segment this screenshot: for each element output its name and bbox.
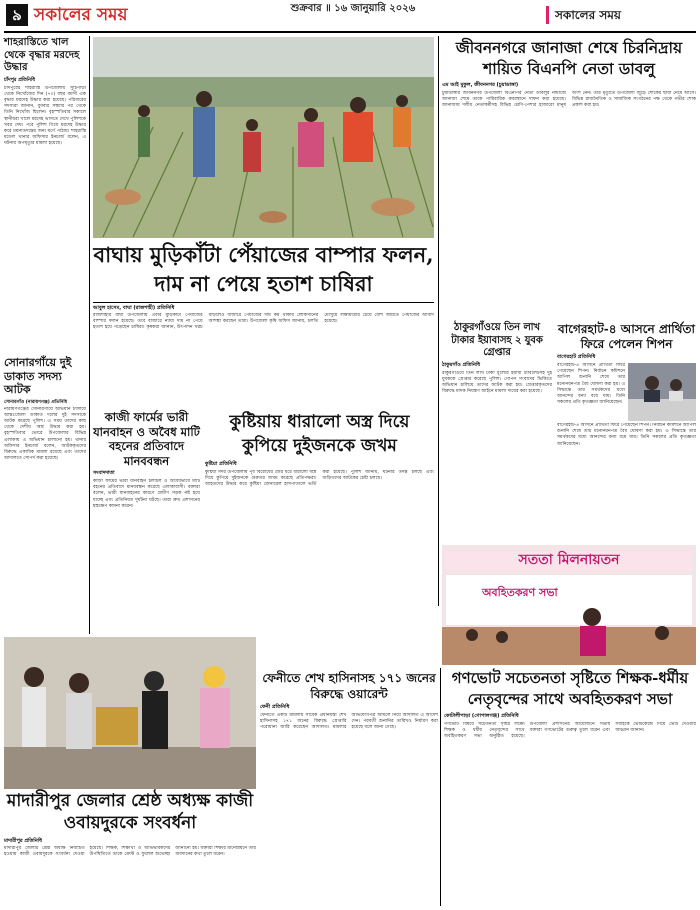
kazi-farm-story [93, 410, 200, 599]
headline: গণভোট সচেতনতা সৃষ্টিতে শিক্ষক-ধর্মীয় নেতৃবৃন্দের সাথে অবহিতকরণ সভা [451, 669, 689, 708]
body-text: চাঁদপুরের শাহরাস্তি উপজেলায় সুচিপাড়া থেকে নিখোঁজের দিন (৭০) বছর বয়সী এক বৃদ্ধার মরদেহ উদ্ধার করা হয়েছে। পরিবারের সদস্যরা জানান, বুধবার সন্ধ্যার পর থেকে তিনি নিখোঁজ ছিলেন। বৃহস্পতিবার সকালে স্থানীয়রা খালে মরদেহ ভাসতে দেখে পুলিশকে খবর দেয়। পরে পুলিশ গিয়ে মরদেহ উদ্ধার করে ময়নাতদন্তের জন্য মর্গে পাঠায়। শাহরাস্তি মডেল থানার অফিসার ইনচার্জ বলেন, এ ঘটনায় অপমৃত্যুর মামলা হয়েছে। [4, 85, 86, 147]
body-text-continued: বাগেরহাট-৪ আসনে প্রার্থিতা ফিরে পেয়েছেন শিপন। নির্বাচন কমিশনে আপিল শুনানি শেষে তার মনোনয়নপত্র বৈধ ঘোষণা করা হয়। এ সিদ্ধান্তে তার সমর্থকদের মধ্যে আনন্দের বন্যা বয়ে যায়। তিনি সকলের প্রতি কৃতজ্ঞতা জানিয়েছেন। [557, 423, 696, 447]
headline: শাহরাস্তিতে খাল থেকে বৃদ্ধার মরদেহ উদ্ধার [4, 37, 80, 73]
dateline: শুক্রবার ॥ ১৬ জানুয়ারি ২০২৬ [290, 3, 416, 14]
banner-photo [442, 545, 696, 665]
body-text: চুয়াডাঙ্গার জীবননগর উপজেলা বিএনপির নেতা ডাবলুর নামাজে জানাজা শেষে তাকে পারিবারিক কবরস্থানে দাফন করা হয়েছে। জানাজায় দলীয় নেতাকর্মীসহ বিভিন্ন শ্রেণি-পেশার হাজারো মানুষ অংশ নেন। তার মৃত্যুতে উপজেলা জুড়ে শোকের ছায়া নেমে আসে। বিভিন্ন রাজনৈতিক ও সামাজিক সংগঠনের পক্ষ থেকে গভীর শোক প্রকাশ করা হয়। [442, 91, 696, 109]
madaripur-headline-box [4, 790, 256, 836]
headline: মাদারীপুর জেলার শ্রেষ্ঠ অধ্যক্ষ কাজী ওবায়দুরকে সংবর্ধনা [6, 791, 254, 833]
byline: কোটালীপাড়া (গোপালগঞ্জ) প্রতিনিধি [444, 713, 519, 719]
byline: এম আই মুকুল, জীবননগর (চুয়াডাঙ্গা) [442, 82, 519, 88]
bagerhat-story [557, 322, 696, 563]
body-text: গণভোট বিষয়ে সচেতনতা সৃষ্টির লক্ষ্যে শিক্ষক ও ধর্মীয় নেতৃবৃন্দের সাথে অবহিতকরণ সভা অনুষ্ঠিত হয়েছে। উপজেলা প্রশাসনের আয়োজনে সভায় বক্তারা গণভোটের গুরুত্ব তুলে ধরেন এবং সবাইকে ভোটকেন্দ্রে গিয়ে ভোট দেওয়ার আহ্বান জানান। [444, 722, 696, 740]
janaza-story [442, 37, 696, 321]
column-divider [89, 36, 90, 634]
onion-field-illustration [93, 37, 434, 238]
body-text: নারায়ণগঞ্জের সোনারগাঁয়ে অভিযান চালিয়ে আন্তঃজেলা ডাকাত দলের দুই সদস্যকে আটক করেছে পুলিশ। এ সময় তাদের কাছ থেকে দেশীয় অস্ত্র উদ্ধার করা হয়। বৃহস্পতিবার ভোরে উপজেলার বিভিন্ন এলাকায় এ অভিযান চালানো হয়। থানার অফিসার ইনচার্জ বলেন, আটককৃতদের বিরুদ্ধে একাধিক মামলা রয়েছে এবং তাদের আদালতে সোপর্দ করা হয়েছে। [4, 406, 86, 462]
madaripur-body [4, 838, 256, 906]
byline: মাদারীপুর প্রতিনিধি [4, 838, 42, 844]
byline: কুষ্টিয়া প্রতিনিধি [205, 461, 237, 467]
onion-body [93, 305, 434, 409]
right-column-divider [438, 36, 439, 606]
kushtia-story [205, 410, 434, 590]
banner-subtitle: অবহিতকরণ সভা [482, 586, 558, 599]
robbery-story [4, 356, 86, 625]
byline: সংবাদদাতা [93, 470, 115, 476]
body-text: রাজশাহীর বাঘা উপজেলায় এবার মুড়িকাঁটা পেঁয়াজের বাম্পার ফলন হয়েছে। তবে বাজারে ন্যায্য দাম না পেয়ে হতাশ হয়ে পড়েছেন চাষিরা। কৃষকরা জানান, উৎপাদন খরচ বাড়লেও বাজারে পেঁয়াজের দাম কম থাকায় লোকসানের আশঙ্কা করছেন তারা। উপজেলা কৃষি অফিস জানায়, চলতি মৌসুমে লক্ষ্যমাত্রার চেয়ে বেশি জমিতে পেঁয়াজের আবাদ হয়েছে। [93, 313, 434, 331]
headline: বাঘায় মুড়িকাঁটা পেঁয়াজের বাম্পার ফলন, দাম না পেয়ে হতাশ চাষিরা [93, 242, 434, 296]
headline: বাগেরহাট-৪ আসনে প্রার্থিতা ফিরে পেলেন শিপন [558, 322, 695, 351]
headline: ঠাকুরগাঁওয়ে তিন লাখ টাকার ইয়াবাসহ ২ যুবক গ্রেপ্তার [451, 322, 543, 358]
headline: কাজী ফার্মের ভারী যানবাহন ও অবৈধ মাটি বহনের প্রতিবাদে মানববন্ধন [93, 410, 200, 468]
right-label-bar [546, 6, 549, 24]
body-text: কাজী ফার্মের ভারী যানবাহন চলাচল ও অবৈধভাবে মাটি বহনের প্রতিবাদে মানববন্ধন করেছে এলাকাবাসী। বক্তারা বলেন, ভারী যানবাহনের কারণে গ্রামীণ সড়ক নষ্ট হয়ে যাচ্ছে এবং প্রতিনিয়ত দুর্ঘটনা ঘটছে। তারা দ্রুত প্রশাসনের হস্তক্ষেপ কামনা করেন। [93, 479, 200, 509]
gonovote-divider [440, 668, 441, 906]
masthead-rule [4, 31, 696, 33]
byline: বাগেরহাট প্রতিনিধি [557, 354, 596, 360]
byline: ঠাকুরগাঁও প্রতিনিধি [442, 361, 481, 368]
byline: সোনারগাঁও (নারায়ণগঞ্জ) প্রতিনিধি [4, 399, 68, 405]
byline: আবুল হাসেম, বাঘা (রাজশাহী) প্রতিনিধি [93, 305, 175, 311]
body-text: ফেনীতে একটি মামলায় সাবেক প্রধানমন্ত্রী শেখ হাসিনাসহ ১৭১ জনের বিরুদ্ধে গ্রেপ্তারি পরোয়ানা জারি করেছেন আদালত। মামলার অভিযোগপত্র আমলে নিয়ে আদালত এ আদেশ দেন। পরবর্তী শুনানির তারিখও নির্ধারণ করা হয়েছে বলে জানা গেছে। [260, 713, 438, 731]
fish-story [4, 37, 86, 356]
logo: সকালের সময় [34, 5, 128, 25]
body-text: বাগেরহাট-৪ আসনে প্রার্থিতা ফিরে পেয়েছেন শিপন। নির্বাচন কমিশনে আপিল শুনানি শেষে তার মনোনয়নপত্র বৈধ ঘোষণা করা হয়। এ সিদ্ধান্তে তার সমর্থকদের মধ্যে আনন্দের বন্যা বয়ে যায়। তিনি সকলের প্রতি কৃতজ্ঞতা জানিয়েছেন। [557, 363, 625, 406]
shipon-photo [628, 363, 696, 421]
masthead [0, 0, 700, 32]
feni-story [260, 670, 438, 909]
body-text: কুষ্টিয়া সদর উপজেলায় পূর্ব বিরোধের জের ধরে ধারালো অস্ত্র দিয়ে কুপিয়ে দুইজনকে গুরুতর জখম করেছে প্রতিপক্ষরা। আহতদের উদ্ধার করে কুষ্টিয়া জেনারেল হাসপাতালে ভর্তি করা হয়েছে। পুলিশ জানায়, ঘটনার তদন্ত চলছে এবং জড়িতদের আটকের চেষ্টা চলছে। [205, 470, 434, 488]
headline: জীবননগরে জানাজা শেষে চিরনিদ্রায় শায়িত বিএনপি নেতা ডাবলু [455, 38, 683, 78]
body-text: ঠাকুরগাঁওয়ে তিন লাখ টাকা মূল্যের ইয়াবা ট্যাবলেটসহ দুই যুবককে গ্রেপ্তার করেছে পুলিশ। গোপন সংবাদের ভিত্তিতে অভিযান চালিয়ে তাদের আটক করা হয়। গ্রেপ্তারকৃতদের বিরুদ্ধে মাদক নিয়ন্ত্রণ আইনে মামলা দায়ের করা হয়েছে। [442, 370, 552, 395]
onion-field-photo [93, 37, 434, 238]
byline: চাঁদপুর প্রতিনিধি [4, 77, 35, 83]
headline: ফেনীতে শেখ হাসিনাসহ ১৭১ জনের বিরুদ্ধে ওয়ারেন্ট [262, 671, 436, 701]
headline: সোনারগাঁয়ে দুই ডাকাত সদস্য আটক [4, 356, 72, 396]
banner-title: সততা মিলনায়তন [518, 552, 620, 568]
onion-rule [93, 302, 434, 303]
gonovote-story [444, 668, 696, 892]
onion-headline [93, 240, 434, 300]
headline: কুষ্টিয়ায় ধারালো অস্ত্র দিয়ে কুপিয়ে দুইজনকে জখম [229, 412, 410, 456]
page-number: ৯ [6, 4, 28, 26]
madaripur-photo [4, 637, 256, 789]
byline: ফেনী প্রতিনিধি [260, 704, 290, 710]
body-text: মাদারীপুর জেলার শ্রেষ্ঠ অধ্যক্ষ নির্বাচিত হওয়ায় কাজী ওবায়দুরকে সংবর্ধনা দেওয়া হয়েছে। শিক্ষক, শিক্ষার্থী ও অভিভাবকদের উপস্থিতিতে তাকে ক্রেস্ট ও ফুলেল শুভেচ্ছা জানানো হয়। বক্তারা শিক্ষার মানোন্নয়নে তার অবদানের কথা তুলে ধরেন। [4, 846, 256, 858]
right-label: সকালের সময় [555, 8, 622, 22]
